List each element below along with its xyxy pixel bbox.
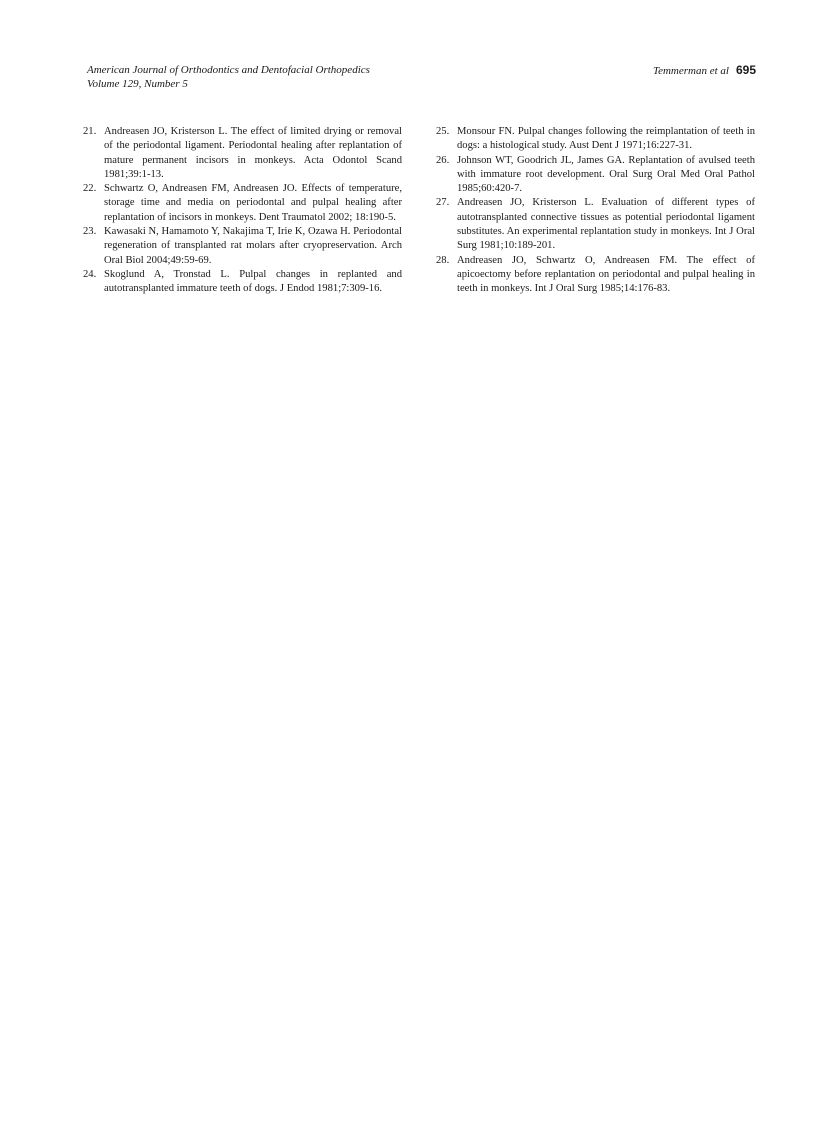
reference-item — [436, 196, 755, 253]
reference-item — [436, 254, 755, 297]
running-header-journal — [87, 63, 370, 91]
reference-item — [83, 182, 402, 225]
reference-number: 21. — [83, 126, 97, 137]
reference-number: 22. — [83, 183, 97, 195]
page-number: 695 — [735, 63, 756, 77]
reference-item — [83, 268, 402, 297]
reference-number: 26. — [436, 154, 450, 166]
reference-item — [436, 125, 755, 154]
reference-text: Andreasen JO, Kristerson L. The effect of limited drying or removal of the periodontal ligament. Periodontal healing after replantation of mature permanent incisors in monkeys. Acta Odontol Scand 1981;39:1-13. — [104, 126, 402, 180]
reference-text: Skoglund A, Tronstad L. Pulpal changes in replanted and autotransplanted immature teeth of dogs. J Endod 1981;7:309-16. — [104, 268, 402, 295]
references-column-left — [83, 125, 402, 297]
reference-number: 28. — [436, 254, 450, 266]
reference-text: Schwartz O, Andreasen FM, Andreasen JO. Effects of temperature, storage time and media on periodontal and pulpal healing after replantation of incisors in monkeys. Dent Traumatol 2002; 18:190-5. — [104, 183, 402, 223]
reference-item — [83, 125, 402, 182]
running-header-page — [653, 63, 756, 78]
running-author: Temmerman et al — [652, 65, 729, 77]
journal-title: American Journal of Orthodontics and Dentofacial Orthopedics — [87, 64, 370, 76]
reference-number: 24. — [83, 268, 97, 280]
reference-text: Monsour FN. Pulpal changes following the reimplantation of teeth in dogs: a histological study. Aust Dent J 1971;16:227-31. — [457, 126, 755, 152]
reference-item — [436, 154, 755, 197]
reference-text: Andreasen JO, Kristerson L. Evaluation of different types of autotransplanted connective tissues as potential periodontal ligament substitutes. An experimental replantation study in monkeys. Int J Oral Surg 1981;10:189-201. — [457, 197, 755, 252]
reference-number: 25. — [436, 126, 450, 137]
reference-item — [83, 225, 402, 268]
reference-number: 27. — [436, 197, 450, 209]
reference-text: Kawasaki N, Hamamoto Y, Nakajima T, Irie K, Ozawa H. Periodontal regeneration of transplanted rat molars after cryopreservation. Arch Oral Biol 2004;49:59-69. — [104, 226, 402, 266]
reference-number: 23. — [83, 226, 97, 238]
reference-text: Andreasen JO, Schwartz O, Andreasen FM. The effect of apicoectomy before replantation on periodontal and pulpal healing in teeth in monkeys. Int J Oral Surg 1985;14:176-83. — [457, 254, 755, 295]
reference-text: Johnson WT, Goodrich JL, James GA. Replantation of avulsed teeth with immature root development. Oral Surg Oral Med Oral Pathol 1985;60:420-7. — [457, 154, 755, 195]
references-column-right — [436, 125, 755, 297]
journal-volume: Volume 129, Number 5 — [87, 78, 188, 90]
